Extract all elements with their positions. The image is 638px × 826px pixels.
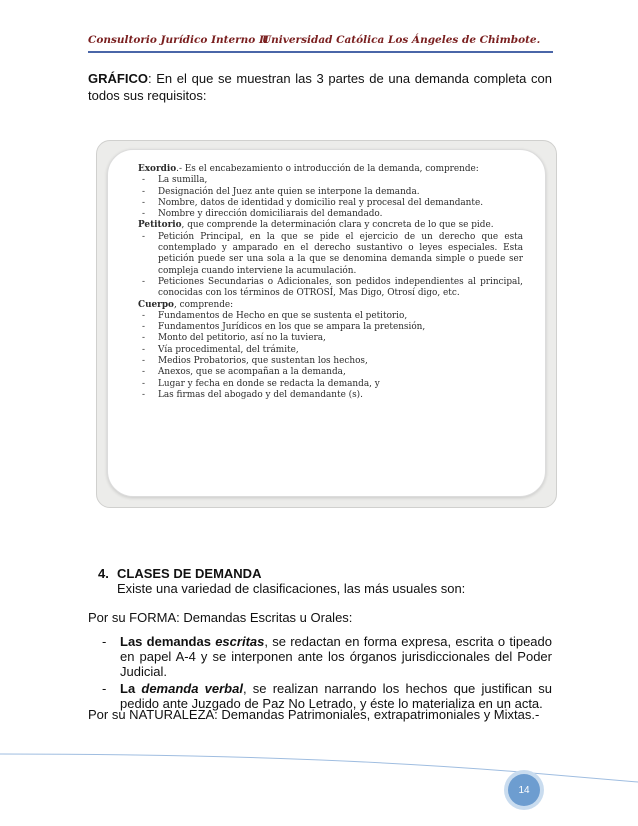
section-clases-de-demanda — [98, 566, 558, 596]
page-number: 14 — [518, 784, 530, 796]
petitorio-list — [138, 232, 523, 300]
list-item: - La demanda verbal, se realizan narrando los hechos que justifican su pedido ante Juzgado de Paz No Letrado, y éste lo materializa en un acta. — [102, 681, 552, 711]
figure-cuerpo — [138, 300, 523, 402]
petitorio-text: , que comprende la determinación clara y concreta de lo que se pide. — [181, 220, 494, 231]
page-header — [88, 34, 558, 50]
exordio-text: .- Es el encabezamiento o introducción de la demanda, comprende: — [176, 164, 479, 174]
page-number-circle — [508, 774, 540, 806]
naturaleza-paragraph: Por su NATURALEZA: Demandas Patrimoniales, extrapatrimoniales y Mixtas.- — [88, 707, 540, 722]
list-item: - La sumilla, — [142, 175, 208, 186]
list-item: - Nombre, datos de identidad y domicilio real y procesal del demandante. — [142, 197, 484, 208]
list-item: - Fundamentos de Hecho en que se sustenta el petitorio, — [142, 310, 408, 321]
forma-bullets — [100, 634, 552, 713]
exordio-heading: Exordio — [138, 164, 177, 174]
intro-label: GRÁFICO — [88, 71, 148, 86]
page-number-badge — [504, 770, 544, 810]
intro-text: : En el que se muestran las 3 partes de una demanda completa con todos sus requisitos: — [88, 71, 552, 103]
list-item: - Medios Probatorios, que sustentan los hechos, — [142, 356, 368, 367]
cuerpo-text: , comprende: — [173, 299, 234, 310]
list-item: - Petición Principal, en la que se pide el ejercicio de un derecho que esta contemplado y amparado en el derecho sustantivo o leyes especiales. Esta petición puede ser una sola a la que se denomina demanda simple o puede ser compleja cuando interviene la acumulación. — [142, 231, 523, 276]
petitorio-heading: Petitorio — [138, 220, 182, 231]
cuerpo-heading: Cuerpo — [138, 299, 174, 310]
section-subtitle: Existe una variedad de clasificaciones, las más usuales son: — [117, 581, 466, 596]
section-number: 4. — [98, 566, 109, 581]
section-title: CLASES DE DEMANDA — [117, 566, 262, 581]
header-rule — [88, 51, 553, 53]
figure-image — [96, 140, 557, 508]
exordio-list — [138, 175, 523, 220]
list-item: - Anexos, que se acompañan a la demanda, — [142, 367, 346, 378]
figure-card — [107, 149, 546, 497]
list-item: - Fundamentos Jurídicos en los que se ampara la pretensión, — [142, 322, 426, 333]
list-item: - Peticiones Secundarias o Adicionales, son pedidos independientes al principal, conocidas con los términos de OTROSÍ, Mas Digo, Otrosí digo, etc. — [142, 276, 523, 299]
header-course-title: Consultorio Jurídico Interno II — [88, 34, 269, 46]
intro-paragraph — [88, 70, 552, 104]
list-item: - Monto del petitorio, así no la tuviera, — [142, 333, 326, 344]
figure-petitorio — [138, 220, 523, 299]
list-item: - Nombre y dirección domiciliarais del demandado. — [142, 209, 383, 220]
list-item: - Las firmas del abogado y del demandante (s). — [142, 389, 363, 400]
list-item: - Designación del Juez ante quien se interpone la demanda. — [142, 186, 420, 197]
list-item: - Lugar y fecha en donde se redacta la demanda, y — [142, 378, 380, 389]
header-university: Universidad Católica Los Ángeles de Chimbote. — [262, 34, 541, 46]
figure-exordio — [138, 164, 523, 220]
list-item: - Las demandas escritas, se redactan en forma expresa, escrita o tipeado en papel A-4 y se interponen ante los órganos jurisdiccionales del Poder Judicial. — [102, 634, 552, 679]
forma-paragraph: Por su FORMA: Demandas Escritas u Orales: — [88, 610, 353, 625]
list-item: - Vía procedimental, del trámite, — [142, 344, 299, 355]
cuerpo-list — [138, 311, 523, 401]
